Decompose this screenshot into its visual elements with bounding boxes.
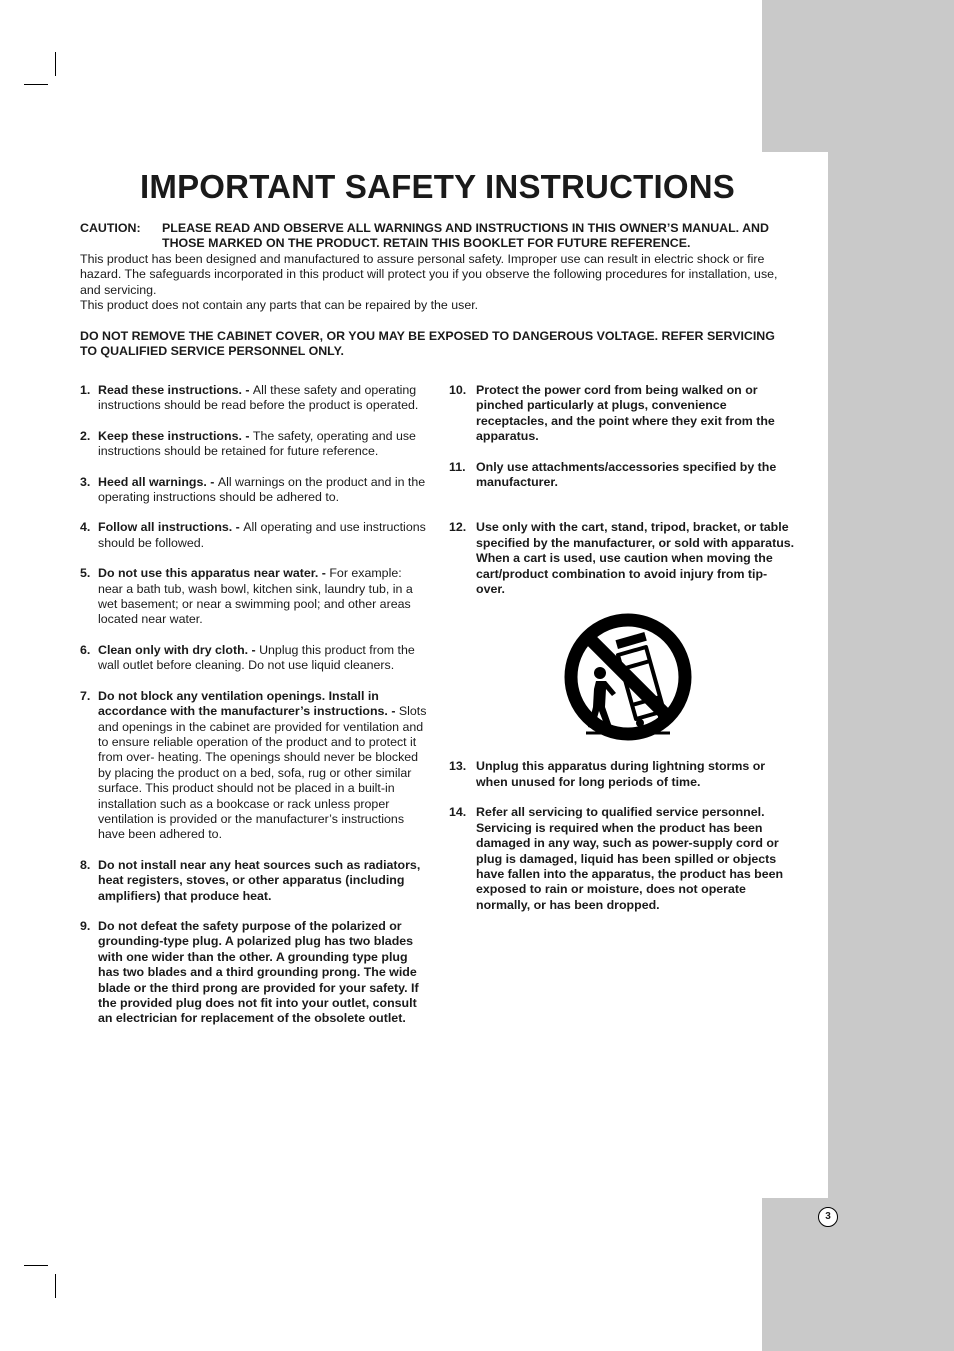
side-tab-right [828,152,954,1200]
instruction-heading: Clean only with dry cloth. - [98,642,260,657]
instructions-right-column [449,383,795,913]
instruction-item [449,520,795,597]
cart-tip-over-warning-icon [562,611,694,743]
instruction-heading: Use only with the cart, stand, tripod, bracket, or table specified by the manufacturer, or sold with apparatus. When a cart is used, use caution when moving the cart/product combination to avoid injury from tip-over. [476,520,795,597]
instruction-text: For example: near a bath tub, wash bowl, kitchen sink, laundry tub, in a wet basement; or near a swimming pool; and other areas located near water. [98,566,413,627]
instruction-heading: Follow all instructions. - [98,520,244,535]
instruction-item [449,805,795,913]
instruction-text: Unplug this product from the wall outlet before cleaning. Do not use liquid cleaners. [98,642,415,673]
instruction-number: 11. [449,459,466,474]
instruction-item [80,858,428,904]
instruction-item [80,429,428,460]
instruction-heading: Protect the power cord from being walked on or pinched particularly at plugs, convenience receptacles, and the point where they exit from the apparatus. [476,383,775,444]
caution-heading: PLEASE READ AND OBSERVE ALL WARNINGS AND INSTRUCTIONS IN THIS OWNER’S MANUAL. AND THOSE MARKED ON THE PRODUCT. RETAIN THIS BOOKLET FOR FUTURE REFERENCE. [162,221,769,251]
instruction-number: 12. [449,520,467,535]
instruction-heading: Read these instructions. - [98,383,253,397]
instruction-item [80,566,428,628]
instruction-text: Slots and openings in the cabinet are provided for ventilation and to ensure reliable operation of the product and to protect it from over- heating. The openings should never be blocked by placing the product on a bed, sofa, rug or other similar surface. This product should not be placed in a built-in installation such as a bookcase or rack unless proper ventilation is provided or the manufacturer’s instructions have been adhered to. [98,704,427,842]
instruction-number: 14. [449,805,467,820]
caution-paragraph: This product has been designed and manufactured to assure personal safety. Improper use can result in electric shock or fire hazard. The safeguards incorporated in this product will protect you if you observe the following procedures for installation, use, and servicing. [80,251,778,297]
instruction-number: 10. [449,383,467,397]
instruction-number: 13. [449,759,467,774]
instruction-text: All warnings on the product and in the operating instructions should be adhered to. [98,474,426,505]
crop-mark [55,52,56,76]
instruction-heading: Heed all warnings. - [98,474,218,489]
caution-heading-row [80,221,795,252]
side-tab-bottom [762,1198,954,1351]
instruction-number: 5. [80,566,91,581]
instruction-item [80,689,428,843]
instruction-number: 6. [80,642,91,657]
crop-mark [24,1265,48,1266]
instruction-text: All these safety and operating instructions should be read before the product is operated. [98,383,419,413]
instruction-number: 8. [80,857,91,872]
crop-mark [55,1274,56,1298]
instruction-heading: Do not install near any heat sources such as radiators, heat registers, stoves, or other apparatus (including amplifiers) that produce heat. [98,857,421,903]
instruction-number: 2. [80,428,91,443]
cart-warning-figure [449,611,795,743]
instruction-item [80,475,428,506]
instruction-number: 7. [80,688,91,703]
caution-block [80,221,795,313]
instruction-item [80,643,428,674]
side-tab-top [762,0,954,152]
instruction-item [80,520,428,551]
instruction-text: The safety, operating and use instructions should be retained for future reference. [98,428,416,459]
instruction-text: All operating and use instructions should be followed. [98,520,426,550]
caution-paragraph: This product does not contain any parts that can be repaired by the user. [80,298,479,313]
instruction-heading: Do not use this apparatus near water. - [98,566,330,581]
instruction-heading: Do not defeat the safety purpose of the polarized or grounding-type plug. A polarized plug has two blades with one wider than the other. A grounding type plug has two blades and a third grounding prong. The wide blade or the third prong are provided for your safety. If the provided plug does not fit into your outlet, consult an electrician for replacement of the obsolete outlet. [98,918,419,1026]
instruction-item [449,460,795,491]
instructions-left-column [80,383,428,1027]
instruction-number: 4. [80,520,91,535]
instruction-heading: Keep these instructions. - [98,428,253,443]
instruction-item [449,383,795,445]
instruction-item [449,759,795,790]
voltage-warning: DO NOT REMOVE THE CABINET COVER, OR YOU MAY BE EXPOSED TO DANGEROUS VOLTAGE. REFER SERVICING TO QUALIFIED SERVICE PERSONNEL ONLY. [80,329,775,359]
page-title: IMPORTANT SAFETY INSTRUCTIONS [140,168,735,205]
instruction-item [80,919,428,1027]
caution-label: CAUTION: [80,221,141,235]
instruction-heading: Only use attachments/accessories specified by the manufacturer. [476,459,777,490]
instruction-heading: Unplug this apparatus during lightning storms or when unused for long periods of time. [476,759,766,789]
crop-mark [24,84,48,85]
instruction-heading: Refer all servicing to qualified service personnel. Servicing is required when the product has been damaged in any way, such as power-supply cord or plug is damaged, liquid has been spilled or objects have fallen into the apparatus, the product has been exposed to rain or moisture, does not operate normally, or has been dropped. [476,805,784,912]
instruction-item [80,383,428,414]
instruction-number: 3. [80,474,91,489]
page-number: 3 [818,1207,838,1227]
instruction-heading: Do not block any ventilation openings. Install in accordance with the manufacturer’s instructions. - [98,688,399,719]
instruction-number: 9. [80,918,91,933]
instruction-number: 1. [80,383,91,397]
